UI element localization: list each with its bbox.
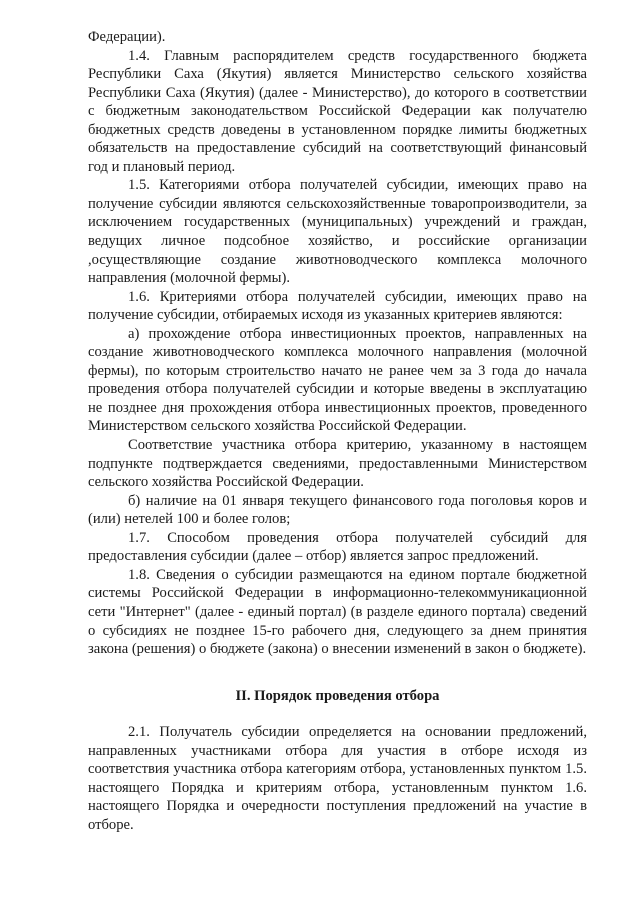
document-page	[88, 28, 587, 834]
paragraph-1-4: 1.4. Главным распорядителем средств государственного бюджета Республики Саха (Якутия) является Министерство сельского хозяйства Республики Саха (Якутия) (далее - Министерство), до которого в соответствии с бюджетным законодательством Российской Федерации как получателю бюджетных средств доведены в установленном порядке лимиты бюджетных обязательств на предоставление субсидий на соответствующий финансовый год и плановый период.	[88, 47, 587, 175]
paragraph-1-6-b: б) наличие на 01 января текущего финансового года поголовья коров и (или) нетелей 100 и более голов;	[88, 492, 587, 528]
paragraph-1-6: 1.6. Критериями отбора получателей субсидии, имеющих право на получение субсидии, отбираемых исходя из указанных критериев являются:	[88, 288, 587, 324]
paragraph-continuation: Федерации).	[88, 29, 166, 45]
paragraph-1-6-a: а) прохождение отбора инвестиционных проектов, направленных на создание животноводческого комплекса молочного направления (молочной фермы), по которым строительство начато не ранее чем за 3 года до начала проведения отбора получателей субсидии и которые введены в эксплуатацию не позднее дня прохождения отбора инвестиционных проектов, проведенного Министерством сельского хозяйства Российской Федерации.	[88, 325, 587, 435]
paragraph-1-6-a-note: Соответствие участника отбора критерию, указанному в настоящем подпункте подтверждается сведениями, предоставленными Министерством сельского хозяйства Российской Федерации.	[88, 437, 587, 491]
section-heading: II. Порядок проведения отбора	[235, 687, 440, 704]
paragraph-1-7: 1.7. Способом проведения отбора получателей субсидий для предоставления субсидии (далее – отбор) является запрос предложений.	[88, 529, 587, 565]
paragraph-1-8: 1.8. Сведения о субсидии размещаются на едином портале бюджетной системы Российской Федерации в информационно-телекоммуникационной сети "Интернет" (далее - единый портал) (в разделе единого портала) сведений о субсидиях не позднее 15-го рабочего дня, следующего за днем принятия закона (решения) о бюджете (закона) о внесении изменений в закон о бюджете).	[88, 566, 587, 658]
paragraph-1-5: 1.5. Категориями отбора получателей субсидии, имеющих право на получение субсидии являются сельскохозяйственные товаропроизводители, за исключением государственных (муниципальных) учреждений и граждан, ведущих личное подсобное хозяйство, и российские организации ,осуществляющие создание животноводческого комплекса молочного направления (молочной фермы).	[88, 177, 587, 287]
paragraph-2-1: 2.1. Получатель субсидии определяется на основании предложений, направленных участниками отбора для участия в отборе исходя из соответствия участника отбора категориям отбора, установленных пунктом 1.5. настоящего Порядка и критериям отбора, установленным пунктом 1.6. настоящего Порядка и очередности поступления предложений на участие в отборе.	[88, 724, 587, 833]
